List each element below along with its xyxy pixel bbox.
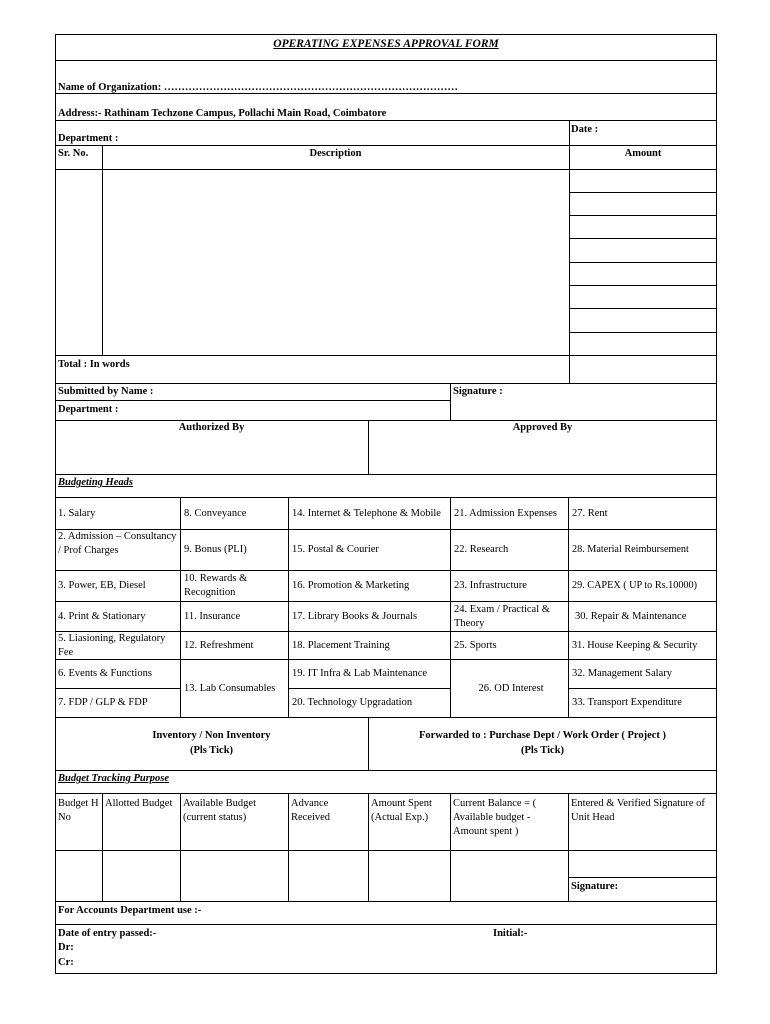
date-of-entry-label: Date of entry passed:-: [58, 928, 157, 939]
address-label: Address:- Rathinam Techzone Campus, Pollachi Main Road, Coimbatore: [58, 108, 387, 119]
tracking-header-amount-spent: Amount Spent (Actual Exp.): [371, 798, 432, 823]
cr-label: Cr:: [58, 957, 74, 968]
authorized-by-label: Authorized By: [178, 422, 245, 433]
head-8: 8. Conveyance: [184, 507, 247, 519]
department2-label: Department :: [58, 404, 119, 415]
head-17: 17. Library Books & Journals: [292, 610, 418, 622]
budgeting-heads-title: Budgeting Heads: [58, 477, 133, 488]
tracking-header-budget-h-no: Budget H No: [58, 798, 99, 823]
head-5: 5. Liasioning, Regulatory Fee: [58, 633, 166, 658]
tracking-header-current-balance: Current Balance = ( Available budget - Amount spent ): [453, 798, 537, 837]
sr-no-header: Sr. No.: [58, 148, 89, 159]
date-label: Date :: [571, 124, 599, 135]
approved-by-label: Approved By: [512, 422, 573, 433]
tracking-header-available-budget: Available Budget (current status): [183, 798, 256, 823]
head-6: 6. Events & Functions: [58, 668, 152, 679]
description-header: Description: [309, 148, 362, 159]
forwarded-to-label[interactable]: Forwarded to : Purchase Dept / Work Order ( Project ): [418, 730, 667, 741]
head-24: 24. Exam / Practical & Theory: [454, 603, 550, 629]
head-1: 1. Salary: [58, 507, 96, 519]
tracking-header-allotted-budget: Allotted Budget: [105, 798, 173, 809]
head-3: 3. Power, EB, Diesel: [58, 580, 146, 591]
amount-header: Amount: [624, 148, 662, 159]
accounts-department-label: For Accounts Department use :-: [58, 905, 202, 916]
head-11: 11. Insurance: [184, 610, 241, 622]
head-20: 20. Technology Upgradation: [292, 697, 413, 708]
head-27: 27. Rent: [572, 507, 608, 519]
head-22: 22. Research: [454, 544, 509, 555]
head-32: 32. Management Salary: [572, 668, 673, 679]
head-15: 15. Postal & Courier: [292, 544, 379, 555]
head-25: 25. Sports: [454, 639, 497, 651]
form-title: OPERATING EXPENSES APPROVAL FORM: [273, 38, 499, 50]
head-18: 18. Placement Training: [292, 639, 390, 651]
head-33: 33. Transport Expenditure: [572, 697, 682, 708]
head-21: 21. Admission Expenses: [454, 507, 557, 519]
organization-label: Name of Organization: …………………………………………………………………………: [58, 82, 458, 93]
head-19: 19. IT Infra & Lab Maintenance: [292, 668, 428, 679]
total-in-words-label: Total : In words: [58, 359, 130, 370]
head-14: 14. Internet & Telephone & Mobile: [292, 507, 441, 519]
head-16: 16. Promotion & Marketing: [292, 580, 410, 591]
initial-label: Initial:-: [493, 928, 528, 939]
dr-label: Dr:: [58, 942, 74, 953]
budget-tracking-title: Budget Tracking Purpose: [58, 773, 170, 784]
head-4: 4. Print & Stationary: [58, 610, 146, 622]
submitted-by-label: Submitted by Name :: [58, 386, 154, 397]
head-31: 31. House Keeping & Security: [572, 639, 698, 651]
tracking-signature-label: Signature:: [571, 881, 619, 892]
head-30: 30. Repair & Maintenance: [575, 610, 687, 622]
tracking-header-advance-received: Advance Received: [291, 798, 331, 823]
head-29: 29. CAPEX ( UP to Rs.10000): [572, 580, 697, 591]
inventory-label[interactable]: Inventory / Non Inventory: [152, 730, 271, 741]
head-28: 28. Material Reimbursement: [572, 544, 689, 555]
tracking-header-unit-head-signature: Entered & Verified Signature of Unit Head: [571, 798, 705, 823]
forwarded-tick-note: (Pls Tick): [520, 745, 565, 756]
head-12: 12. Refreshment: [184, 639, 254, 651]
head-9: 9. Bonus (PLI): [184, 544, 247, 555]
head-2: 2. Admission – Consultancy / Prof Charges: [58, 531, 177, 556]
head-7: 7. FDP / GLP & FDP: [58, 697, 148, 708]
inventory-tick-note: (Pls Tick): [189, 745, 234, 756]
head-10: 10. Rewards & Recognition: [184, 573, 248, 598]
head-23: 23. Infrastructure: [454, 580, 527, 591]
department-label: Department :: [58, 133, 119, 144]
signature-label: Signature :: [453, 386, 503, 397]
head-26: 26. OD Interest: [478, 682, 544, 694]
head-13: 13. Lab Consumables: [184, 682, 276, 694]
